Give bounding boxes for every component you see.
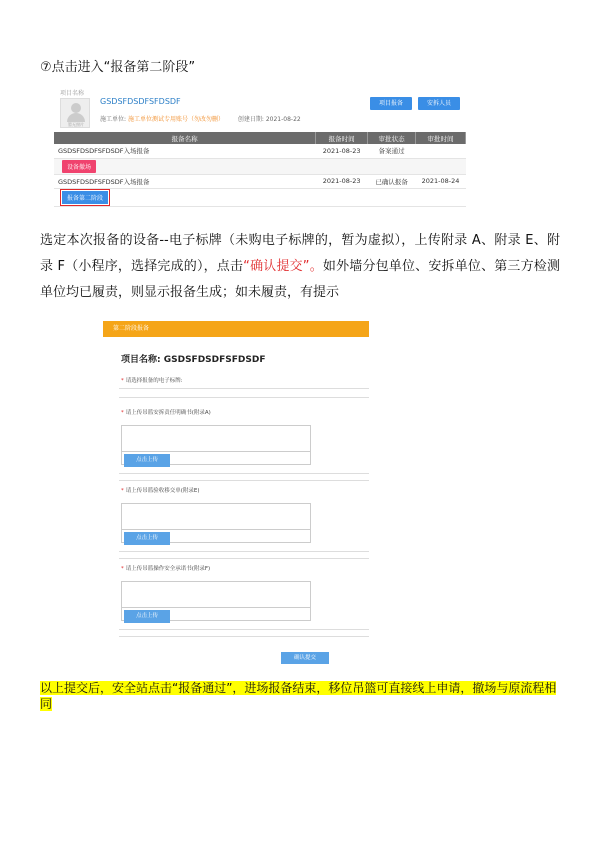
col-header-status: 审批状态 [368,132,416,144]
instruction-paragraph [40,228,560,306]
divider [119,551,369,552]
row-name: GSDSFDSDFSFDSDF入场报备 [54,144,316,158]
row-approve-time [416,144,466,158]
table-action-row [54,188,466,206]
upload-appendix-a-button[interactable]: 点击上传 [124,454,170,467]
instruction-confirm-highlight: “确认提交”。 [243,259,323,274]
highlighted-note [40,680,560,712]
divider [119,388,369,389]
confirm-submit-button[interactable]: 确认提交 [281,652,329,664]
appendix-e-label: * 请上传吊篮验收移交单(附录E) [121,488,200,494]
col-header-time: 报备时间 [316,132,368,144]
row-status: 备案通过 [368,144,416,158]
device-exit-button[interactable]: 设备撤场 [62,160,96,173]
appendix-e-preview [121,503,311,530]
table-row [54,174,466,188]
unit-label: 施工单位: [100,116,127,123]
divider [119,480,369,481]
tag-select-label: * 请选择报备的电子标牌: [121,378,183,384]
table-header [54,132,466,144]
col-header-name: 报备名称 [54,132,316,144]
row-status: 已确认报备 [368,174,416,188]
row-name: GSDSFDSDFSFDSDF入场报备 [54,174,316,188]
row-time: 2021-08-23 [316,144,368,158]
row-approve-time: 2021-08-24 [416,174,466,188]
note-text: 以上提交后，安全站点击“报备通过”，进场报备结束，移位吊篮可直接线上申请，撤场与原流程相同 [40,681,557,711]
stage2-highlight [60,189,110,206]
created-label: 创建日期: [237,116,264,123]
appendix-a-preview [121,425,311,452]
divider [119,558,369,559]
created-value: 2021-08-22 [265,116,301,123]
avatar-head-icon [71,103,81,113]
project-meta [100,114,301,123]
avatar [60,98,90,128]
avatar-caption: 暂无照片 [68,122,84,127]
col-header-approve-time: 审批时间 [416,132,466,144]
appendix-f-label: * 请上传吊篮操作安全承诺书(附录F) [121,566,211,572]
divider [119,473,369,474]
form-header: 第二阶段报备 [103,321,369,337]
cut-label: 项目名称 [60,90,85,97]
project-report-screenshot [52,88,468,220]
report-table [54,132,466,207]
unit-value: 施工单位测试专用账号（勿改勿删） [127,116,224,123]
step-title: ⑦点击进入“报备第二阶段” [40,60,196,75]
table-action-row [54,158,466,174]
avatar-body-icon [67,113,85,122]
instruction-part2: 如外墙分包单位、安拆单位、第三方检测单位均已履责，则显示报备生成；如未履责，有提示 [40,259,560,300]
stage2-form-screenshot [103,321,369,666]
appendix-f-preview [121,581,311,608]
divider [119,629,369,630]
upload-appendix-e-button[interactable]: 点击上传 [124,532,170,545]
stage2-report-button[interactable]: 报备第二阶段 [62,191,108,204]
project-name-link[interactable]: GSDSFDSDFSFDSDF [100,97,181,106]
divider [119,636,369,637]
appendix-a-label: * 请上传吊篮安拆责任明确书(附录A) [121,410,211,416]
divider [119,397,369,398]
upload-appendix-f-button[interactable]: 点击上传 [124,610,170,623]
project-report-button[interactable]: 项目报备 [370,97,412,110]
table-row [54,144,466,158]
instruction-part1: 选定本次报备的设备--电子标牌（未购电子标牌的，暂为虚拟），上传附录 A、附录 E、附录 F（小程序，选择完成的），点击 [40,233,560,274]
form-project-title: 项目名称: GSDSFDSDFSFDSDF [121,355,266,365]
staff-button[interactable]: 安拆人员 [418,97,460,110]
row-time: 2021-08-23 [316,174,368,188]
